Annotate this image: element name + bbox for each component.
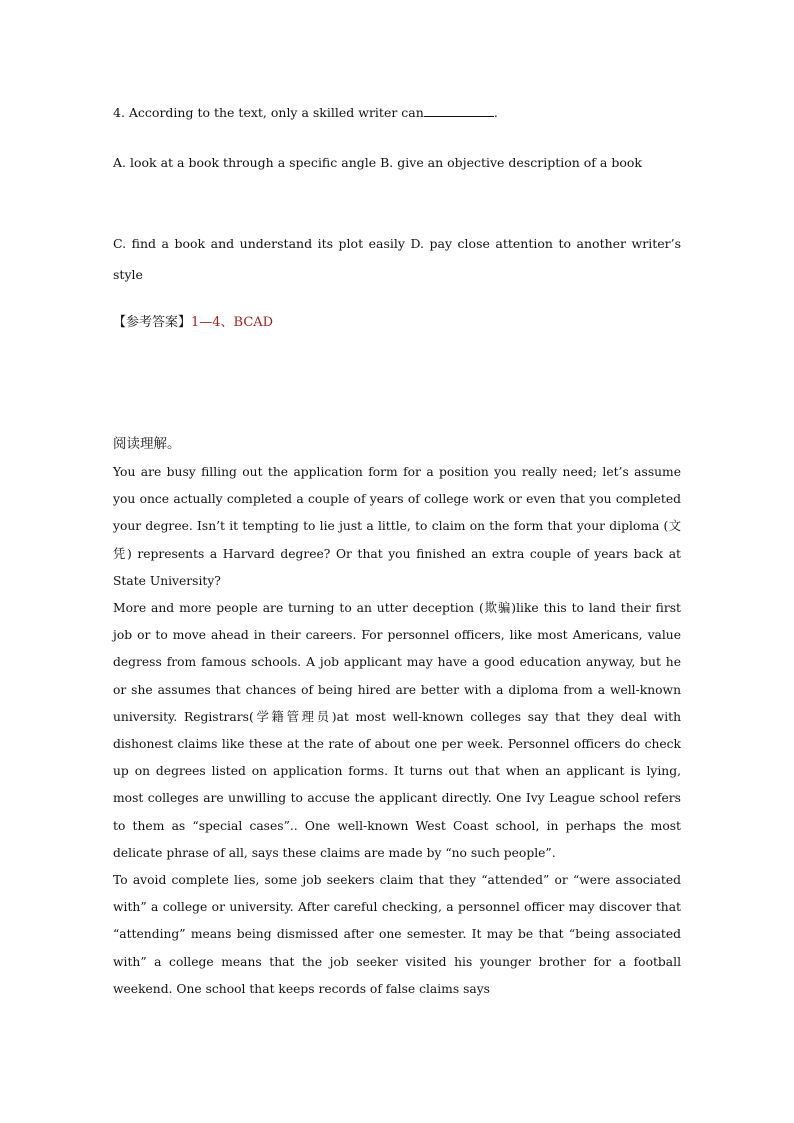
passage-paragraph-3: To avoid complete lies, some job seekers claim that they “attended” or “were associated with” a college or university. After careful checking, a personnel officer may discover that “attending” means being dismissed after one semester. It may be that “being associated with” a college means that the job seeker visited his younger brother for a football weekend. One school that keeps records of false claims says xyxy=(113,873,681,996)
question-stem-end: . xyxy=(493,105,498,120)
question-stem-text: 4. According to the text, only a skilled writer can xyxy=(113,105,424,120)
answer-value: 1—4、BCAD xyxy=(191,315,274,330)
options-a-b: A. look at a book through a specific angle B. give an objective description of a book xyxy=(113,155,642,170)
reference-answer xyxy=(113,313,681,333)
answer-blank xyxy=(424,104,494,117)
reading-passage xyxy=(113,459,681,1003)
options-c-d: C. find a book and understand its plot easily D. pay close attention to another writer’s style xyxy=(113,236,681,282)
question-stem xyxy=(113,104,681,122)
section-title: 阅读理解。 xyxy=(113,436,181,452)
answer-label: 【参考答案】 xyxy=(113,315,192,330)
passage-paragraph-2: More and more people are turning to an utter deception (欺骗)like this to land their first job or to move ahead in their careers. For personnel officers, like most Americans, value degress from famous schools. A job applicant may have a good education anyway, but he or she assumes that chances of being hired are better with a diploma from a well-known university. Registrars(学籍管理员)at most well-known colleges say that they deal with dishonest claims like these at the rate of about one per week. Personnel officers do check up on degrees listed on application forms. It turns out that when an applicant is lying, most colleges are unwilling to accuse the applicant directly. One Ivy League school refers to them as “special cases”.. One well-known West Coast school, in perhaps the most delicate phrase of all, says these claims are made by “no such people”. xyxy=(113,601,681,860)
passage-paragraph-1: You are busy filling out the application form for a position you really need; let’s assume you once actually completed a couple of years of college work or even that you completed your degree. Isn’t it tempting to lie just a little, to claim on the form that your diploma (文凭) represents a Harvard degree? Or that you finished an extra couple of years back at State University? xyxy=(113,465,681,588)
